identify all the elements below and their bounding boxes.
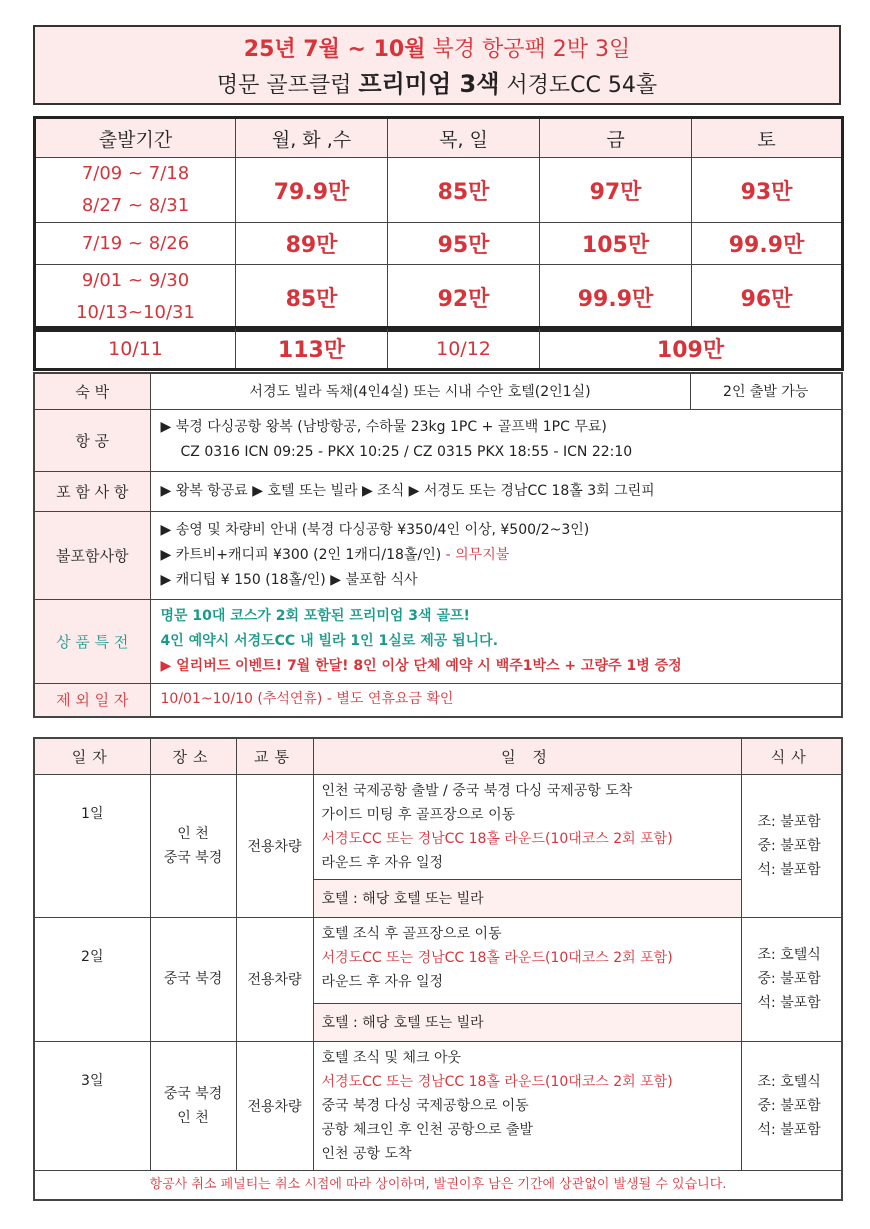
place-text: 중국 북경 [163,849,223,866]
title-period: 25년 7월 ~ 10월 [243,37,426,62]
excluded-line-text: ▶ 카트비+캐디피 ¥300 (2인 1캐디/18홀/인) [160,546,442,563]
period-text: 9/01 ~ 9/30 [81,270,190,291]
excluded-line: ▶ 캐디팁 ¥ 150 (18홀/인) ▶ 불포함 식사 [160,571,418,588]
benefits-label: 상 품 특 전 [34,599,150,683]
excluded-label: 불포함사항 [34,511,150,599]
plan-line: 공항 체크인 후 인천 공항으로 출발 [321,1121,534,1138]
info-table [33,372,843,718]
price-header: 월, 화 ,수 [236,118,388,158]
schedule-header: 장소 [150,738,236,774]
excluded-line [161,543,832,568]
price-cell: 79.9만 [236,158,388,223]
info-row-air [34,409,842,471]
plan-line: 인천 공항 도착 [321,1145,412,1162]
price-cell: 95만 [388,223,540,265]
price-cell: 99.9만 [692,223,843,265]
day-meals [741,1041,842,1170]
period-text: 10/13~10/31 [76,302,195,323]
price-table [33,116,844,332]
excluded-dates-label: 제 외 일 자 [34,683,150,717]
benefit-line: 명문 10대 코스가 2회 포함된 프리미엄 3색 골프! [160,607,470,624]
title-line-2 [35,67,839,103]
meal-line: 중: 불포함 [757,837,821,854]
plan-line: 호텔 조식 및 체크 아웃 [321,1049,462,1066]
plan-line: 라운드 후 자유 일정 [321,854,444,871]
price-period [35,265,236,331]
plan-line: 서경도CC 또는 경남CC 18홀 라운드(10대코스 2회 포함) [321,949,673,966]
price-cell: 89만 [236,223,388,265]
day-label: 1일 [34,774,150,917]
schedule-header: 일 정 [313,738,741,774]
plan-line: 서경도CC 또는 경남CC 18홀 라운드(10대코스 2회 포함) [321,830,673,847]
day-meals [741,774,842,917]
air-label: 항 공 [34,409,150,471]
special-price-table [33,326,844,371]
price-cell: 93만 [692,158,843,223]
price-cell: 105만 [540,223,692,265]
info-row-lodging [34,373,842,409]
price-header: 금 [540,118,692,158]
special-date: 10/11 [35,328,236,370]
meal-line: 조: 호텔식 [757,1073,821,1090]
plan-line: 인천 국제공항 출발 / 중국 북경 다싱 국제공항 도착 [321,782,633,799]
included-text: ▶ 왕복 항공료 ▶ 호텔 또는 빌라 ▶ 조식 ▶ 서경도 또는 경남CC 18홀 3회 그린피 [150,471,842,511]
day-plan [313,774,741,879]
place-text: 중국 북경 [163,1085,223,1102]
title-line-1 [35,33,839,67]
price-header: 목, 일 [388,118,540,158]
place-text: 인 천 [177,825,209,842]
schedule-header: 교통 [236,738,313,774]
meal-line: 중: 불포함 [757,1097,821,1114]
schedule-header-row [34,738,842,774]
schedule-header: 식사 [741,738,842,774]
cancellation-footnote: 항공사 취소 페널티는 취소 시점에 따라 상이하며, 발권이후 남은 기간에 상관없이 발생될 수 있습니다. [34,1170,842,1200]
excluded-text [150,511,842,599]
lodging-text: 서경도 빌라 독채(4인4실) 또는 시내 수안 호텔(2인1실) [150,373,690,409]
price-cell: 85만 [388,158,540,223]
schedule-day-row [34,917,842,1003]
day-place [150,1041,236,1170]
plan-line: 호텔 조식 후 골프장으로 이동 [321,925,502,942]
price-cell: 85만 [236,265,388,331]
place-text: 인 천 [177,1109,209,1126]
day-hotel: 호텔 : 해당 호텔 또는 빌라 [313,879,741,917]
price-cell: 96만 [692,265,843,331]
meal-line: 중: 불포함 [757,971,821,987]
title-club: 명문 골프클럽 [216,73,352,98]
schedule-table [33,737,843,1201]
included-label: 포 함 사 항 [34,471,150,511]
price-row [35,158,843,223]
plan-line: 중국 북경 다싱 국제공항으로 이동 [321,1097,529,1114]
air-text [150,409,842,471]
price-period [35,158,236,223]
excluded-dates-text: 10/01~10/10 (추석연휴) - 별도 연휴요금 확인 [150,683,842,717]
price-cell: 97만 [540,158,692,223]
plan-line: 서경도CC 또는 경남CC 18홀 라운드(10대코스 2회 포함) [321,1073,673,1090]
day-plan [313,1041,741,1170]
meal-line: 석: 불포함 [757,1121,821,1138]
special-price-row [35,328,843,370]
flight-line: CZ 0316 ICN 09:25 - PKX 10:25 / CZ 0315 PKX 18:55 - ICN 22:10 [180,444,633,460]
mandatory-note: - 의무지불 [441,546,510,563]
day-meals [741,917,842,1041]
schedule-day-row [34,774,842,879]
air-line: ▶ 북경 다싱공항 왕복 (남방항공, 수하물 23kg 1PC + 골프백 1PC 무료) [160,419,607,435]
price-cell: 92만 [388,265,540,331]
price-header: 출발기간 [35,118,236,158]
day-label: 2일 [34,917,150,1041]
day-place [150,774,236,917]
period-text: 8/27 ~ 8/31 [81,195,190,216]
day-label: 3일 [34,1041,150,1170]
price-header: 토 [692,118,843,158]
day-plan [313,917,741,1003]
title-product: 북경 항공팩 2박 3일 [432,37,631,62]
title-course: 서경도CC 54홀 [506,73,658,98]
info-row-benefits [34,599,842,683]
title-premium: 프리미엄 3색 [358,70,500,98]
schedule-day-row [34,1041,842,1170]
price-cell: 99.9만 [540,265,692,331]
lodging-note: 2인 출발 가능 [690,373,842,409]
plan-line: 라운드 후 자유 일정 [321,973,444,990]
schedule-header: 일자 [34,738,150,774]
price-period: 7/19 ~ 8/26 [35,223,236,265]
price-header-row [35,118,843,158]
price-row [35,265,843,331]
day-place: 중국 북경 [150,917,236,1041]
excluded-line: ▶ 송영 및 차량비 안내 (북경 다싱공항 ¥350/4인 이상, ¥500/2~3인) [160,521,590,538]
day-transport: 전용차량 [236,917,313,1041]
special-price: 113만 [236,328,388,370]
special-price: 109만 [540,328,843,370]
benefits-text [150,599,842,683]
meal-line: 조: 불포함 [757,813,821,830]
day-hotel: 호텔 : 해당 호텔 또는 빌라 [313,1003,741,1041]
early-bird-event: ▶ 얼리버드 이벤트! 7월 한달! 8인 이상 단체 예약 시 백주1박스 + 고량주 1병 증정 [160,657,682,674]
day-transport: 전용차량 [236,1041,313,1170]
meal-line: 석: 불포함 [757,861,821,878]
footnote-row [34,1170,842,1200]
meal-line: 조: 호텔식 [757,947,821,963]
price-row [35,223,843,265]
title-box [33,25,841,105]
info-row-included [34,471,842,511]
benefit-line: 4인 예약시 서경도CC 내 빌라 1인 1실로 제공 됩니다. [160,632,499,649]
day-transport: 전용차량 [236,774,313,917]
special-date: 10/12 [388,328,540,370]
plan-line: 가이드 미팅 후 골프장으로 이동 [321,806,516,823]
meal-line: 석: 불포함 [757,995,821,1011]
info-row-excluded-dates [34,683,842,717]
info-row-excluded [34,511,842,599]
lodging-label: 숙 박 [34,373,150,409]
period-text: 7/09 ~ 7/18 [81,163,190,184]
